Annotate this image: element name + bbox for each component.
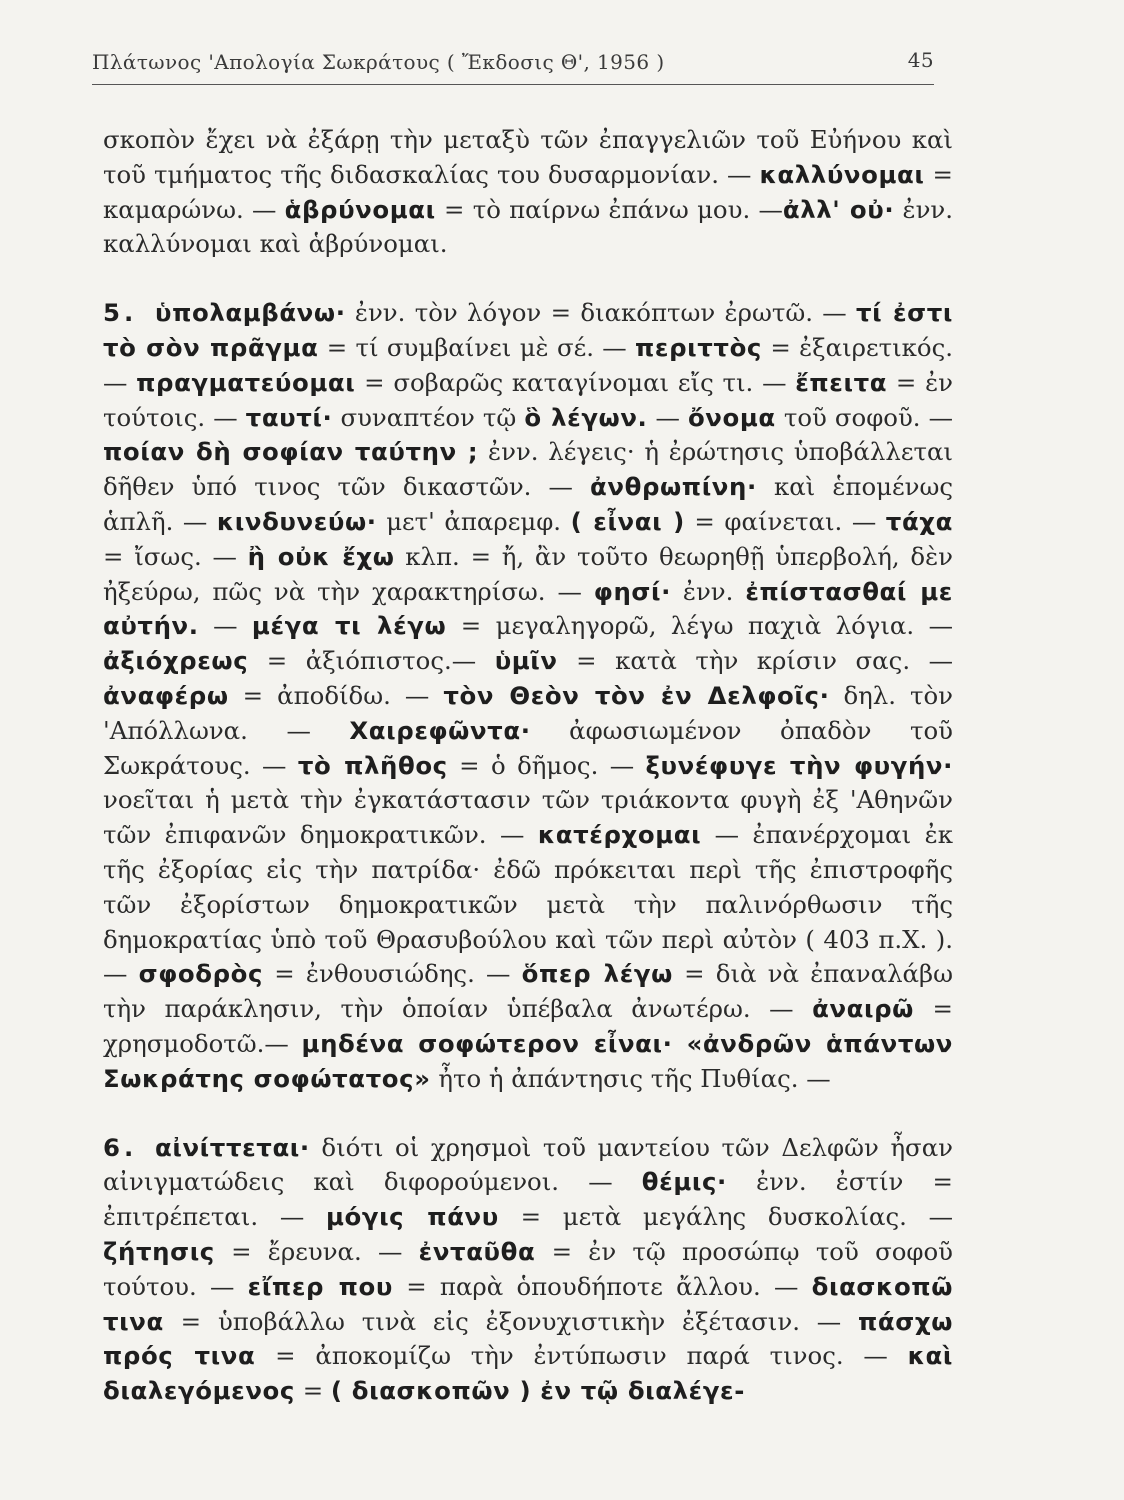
text-run: κλπ. = ἤ, ἂν τοῦτο θεωρηθῇ ὑπερβολή, δὲν ἠξεύρω, πῶς νὰ τὴν χαρακτηρίσω. —: [103, 541, 953, 606]
text-run: = ἐν τῷ προσώπῳ τοῦ σοφοῦ τούτου. —: [103, 1236, 953, 1301]
page-number: 45: [907, 48, 934, 72]
lemma: εἴπερ που: [247, 1271, 393, 1301]
text-run: = παρὰ ὁπουδήποτε ἄλλου. —: [392, 1271, 812, 1301]
lemma: διασκοπῶ τινα: [103, 1271, 953, 1336]
text-run: = φαίνεται. —: [684, 506, 886, 536]
text-run: = ὑποβάλλω τινὰ εἰς ἐξονυχιστικὴν ἐξέτασιν. —: [163, 1306, 859, 1336]
running-header: [92, 44, 934, 85]
lemma: φησί·: [593, 576, 671, 606]
lemma: ὅπερ λέγω: [521, 959, 673, 989]
lemma: ἀλλ' οὐ·: [782, 194, 895, 224]
lemma: ὑπολαμβάνω·: [155, 298, 346, 328]
text-run: = μεγαληγορῶ, λέγω παχιὰ λόγια. —: [446, 611, 953, 641]
paragraph-continued: [103, 123, 953, 262]
commentary-text: [103, 123, 953, 1409]
lemma: αἰνίττεται·: [155, 1132, 310, 1162]
lemma: ἀναιρῶ: [812, 994, 914, 1024]
text-run: ἐνν. τὸν λόγον = διακόπτων ἐρωτῶ. —: [345, 298, 857, 328]
text-run: καὶ ἑπομένως ἁπλῆ. —: [103, 472, 953, 536]
lemma: τάχα: [885, 506, 953, 536]
text-run: ἦτο ἡ ἀπάντησις τῆς Πυθίας. —: [430, 1063, 831, 1093]
text-run: = χρησμοδοτῶ.—: [103, 994, 953, 1058]
running-title: Πλάτωνος 'Απολογία Σωκράτους ( Ἔκδοσις Θ', 1956 ): [92, 50, 665, 74]
text-run: = κατὰ τὴν κρίσιν σας. —: [557, 646, 953, 676]
lemma: καὶ διαλεγόμενος: [103, 1341, 953, 1406]
text-run: τοῦ σοφοῦ. —: [775, 402, 953, 432]
text-run: ἐνν. ἐστίν = ἐπιτρέπεται. —: [103, 1167, 953, 1232]
section-number: 5.: [103, 298, 138, 328]
text-run: ἀφωσιωμένον ὀπαδὸν τοῦ Σωκράτους. —: [103, 715, 953, 780]
lemma: ἐνταῦθα: [418, 1236, 536, 1266]
lemma: τί ἐστι τὸ σὸν πρᾶγμα: [103, 298, 953, 362]
lemma: τὸν Θεὸν τὸν ἐν Δελφοῖς·: [443, 680, 830, 710]
lemma: καλλύνομαι: [759, 159, 925, 189]
text-run: = ἀποκομίζω τὴν ἐντύπωσιν παρά τινος. —: [255, 1341, 908, 1371]
lemma: ὄνομα: [687, 402, 776, 432]
text-run: = μετὰ μεγάλης δυσκολίας. —: [498, 1202, 954, 1232]
text-run: διότι οἱ χρησμοὶ τοῦ μαντείου τῶν Δελφῶν ἦσαν αἰνιγματώδεις καὶ διφορούμενοι. —: [103, 1132, 953, 1197]
text-run: δηλ. τὸν 'Απόλλωνα. —: [103, 680, 953, 745]
text-run: νοεῖται ἡ μετὰ τὴν ἐγκατάστασιν τῶν τριάκοντα φυγὴ ἐξ 'Αθηνῶν τῶν ἐπιφανῶν δημοκρατικῶν. —: [103, 785, 953, 850]
text-run: = τί συμβαίνει μὲ σέ. —: [318, 332, 636, 362]
text-run: σκοπὸν ἔχει νὰ ἐξάρῃ τὴν μεταξὺ τῶν ἐπαγγελιῶν τοῦ Εὐήνου καὶ τοῦ τμήματος τῆς διδασκαλίας του δυσαρμονίαν. —: [103, 125, 953, 189]
text-run: = ἐξαιρετικός. —: [103, 332, 954, 397]
text-run: = διὰ νὰ ἐπαναλάβω τὴν παράκλησιν, τὴν ὁποίαν ὑπέβαλα ἀνωτέρω. —: [103, 959, 954, 1024]
text-run: = σοβαρῶς καταγίνομαι εἴς τι. —: [355, 367, 796, 397]
lemma: ἔπειτα: [795, 367, 888, 397]
lemma: κατέρχομαι: [537, 820, 702, 850]
text-run: —: [647, 402, 688, 432]
lemma: ὃ λέγων.: [524, 402, 648, 432]
text-run: = ἀποδίδω. —: [228, 680, 444, 710]
paragraph-6: [103, 1131, 953, 1409]
section-number: 6.: [103, 1132, 138, 1162]
lemma: μόγις πάνυ: [325, 1202, 499, 1232]
text-run: = ὁ δῆμος. —: [447, 750, 646, 780]
lemma: ( εἶναι ): [570, 506, 685, 536]
text-run: = ἀξιόπιστος.—: [248, 646, 495, 676]
lemma: Χαιρεφῶντα·: [349, 715, 531, 745]
lemma: ταυτί·: [245, 402, 333, 432]
text-run: συναπτέον τῷ: [332, 402, 525, 432]
text-run: ἐνν. λέγεις· ἡ ἐρώτησις ὑποβάλλεται δῆθεν ὑπό τινος τῶν δικαστῶν. —: [103, 437, 953, 502]
text-run: = ἐν τούτοις. —: [103, 367, 953, 432]
lemma: θέμις·: [641, 1167, 727, 1197]
text-run: ἐνν. καλλύνομαι καὶ ἁβρύνομαι.: [103, 194, 953, 259]
lemma: ξυνέφυγε τὴν φυγήν·: [645, 750, 953, 780]
text-run: ἐνν.: [670, 576, 746, 606]
text-run: = ἐνθουσιώδης. —: [263, 959, 522, 989]
lemma: μηδένα σοφώτερον εἶναι· «ἀνδρῶν ἁπάντων Σωκράτης σοφώτατος»: [103, 1028, 953, 1093]
lemma: ἀνθρωπίνη·: [590, 472, 757, 502]
lemma: ὑμῖν: [494, 646, 558, 676]
text-run: = ἴσως. —: [103, 541, 248, 571]
text-run: =: [294, 1376, 331, 1406]
lemma: ἢ οὐκ ἔχω: [247, 541, 395, 571]
lemma: ἀξιόχρεως: [103, 646, 249, 676]
lemma: ἐπίστασθαί με αὐτήν.: [103, 576, 953, 641]
lemma: κινδυνεύω·: [216, 506, 377, 536]
text-run: = ἔρευνα. —: [214, 1236, 419, 1266]
lemma: ποίαν δὴ σοφίαν ταύτην ;: [103, 437, 479, 467]
text-run: —: [198, 611, 252, 641]
lemma: ἀναφέρω: [103, 680, 229, 710]
lemma: ἁβρύνομαι: [284, 194, 436, 224]
lemma: πάσχω πρός τινα: [103, 1306, 953, 1371]
text-run: — ἐπανέρχομαι ἐκ τῆς ἐξορίας εἰς τὴν πατρίδα· ἐδῶ πρόκειται περὶ τῆς ἐπιστροφῆς τῶν ἐξορίστων δημοκρατικῶν μετὰ τὴν παλινόρθωσιν τῆς δημοκρατίας ὑπὸ τοῦ Θρασυβούλου καὶ τῶν περὶ αὐτὸν ( 403 π.Χ. ).—: [103, 820, 953, 989]
text-run: = καμαρώνω. —: [103, 159, 953, 224]
lemma: σφοδρὸς: [138, 959, 264, 989]
lemma: μέγα τι λέγω: [251, 611, 447, 641]
text-run: = τὸ παίρνω ἐπάνω μου. —: [435, 194, 783, 224]
lemma: ζήτησις: [103, 1236, 215, 1266]
lemma: περιττὸς: [635, 332, 762, 362]
lemma: τὸ πλῆθος: [297, 750, 448, 780]
lemma: ( διασκοπῶν ) ἐν τῷ διαλέγε-: [330, 1376, 745, 1406]
text-run: μετ' ἀπαρεμφ.: [376, 506, 571, 536]
lemma: πραγματεύομαι: [136, 367, 356, 397]
paragraph-5: [103, 296, 953, 1096]
